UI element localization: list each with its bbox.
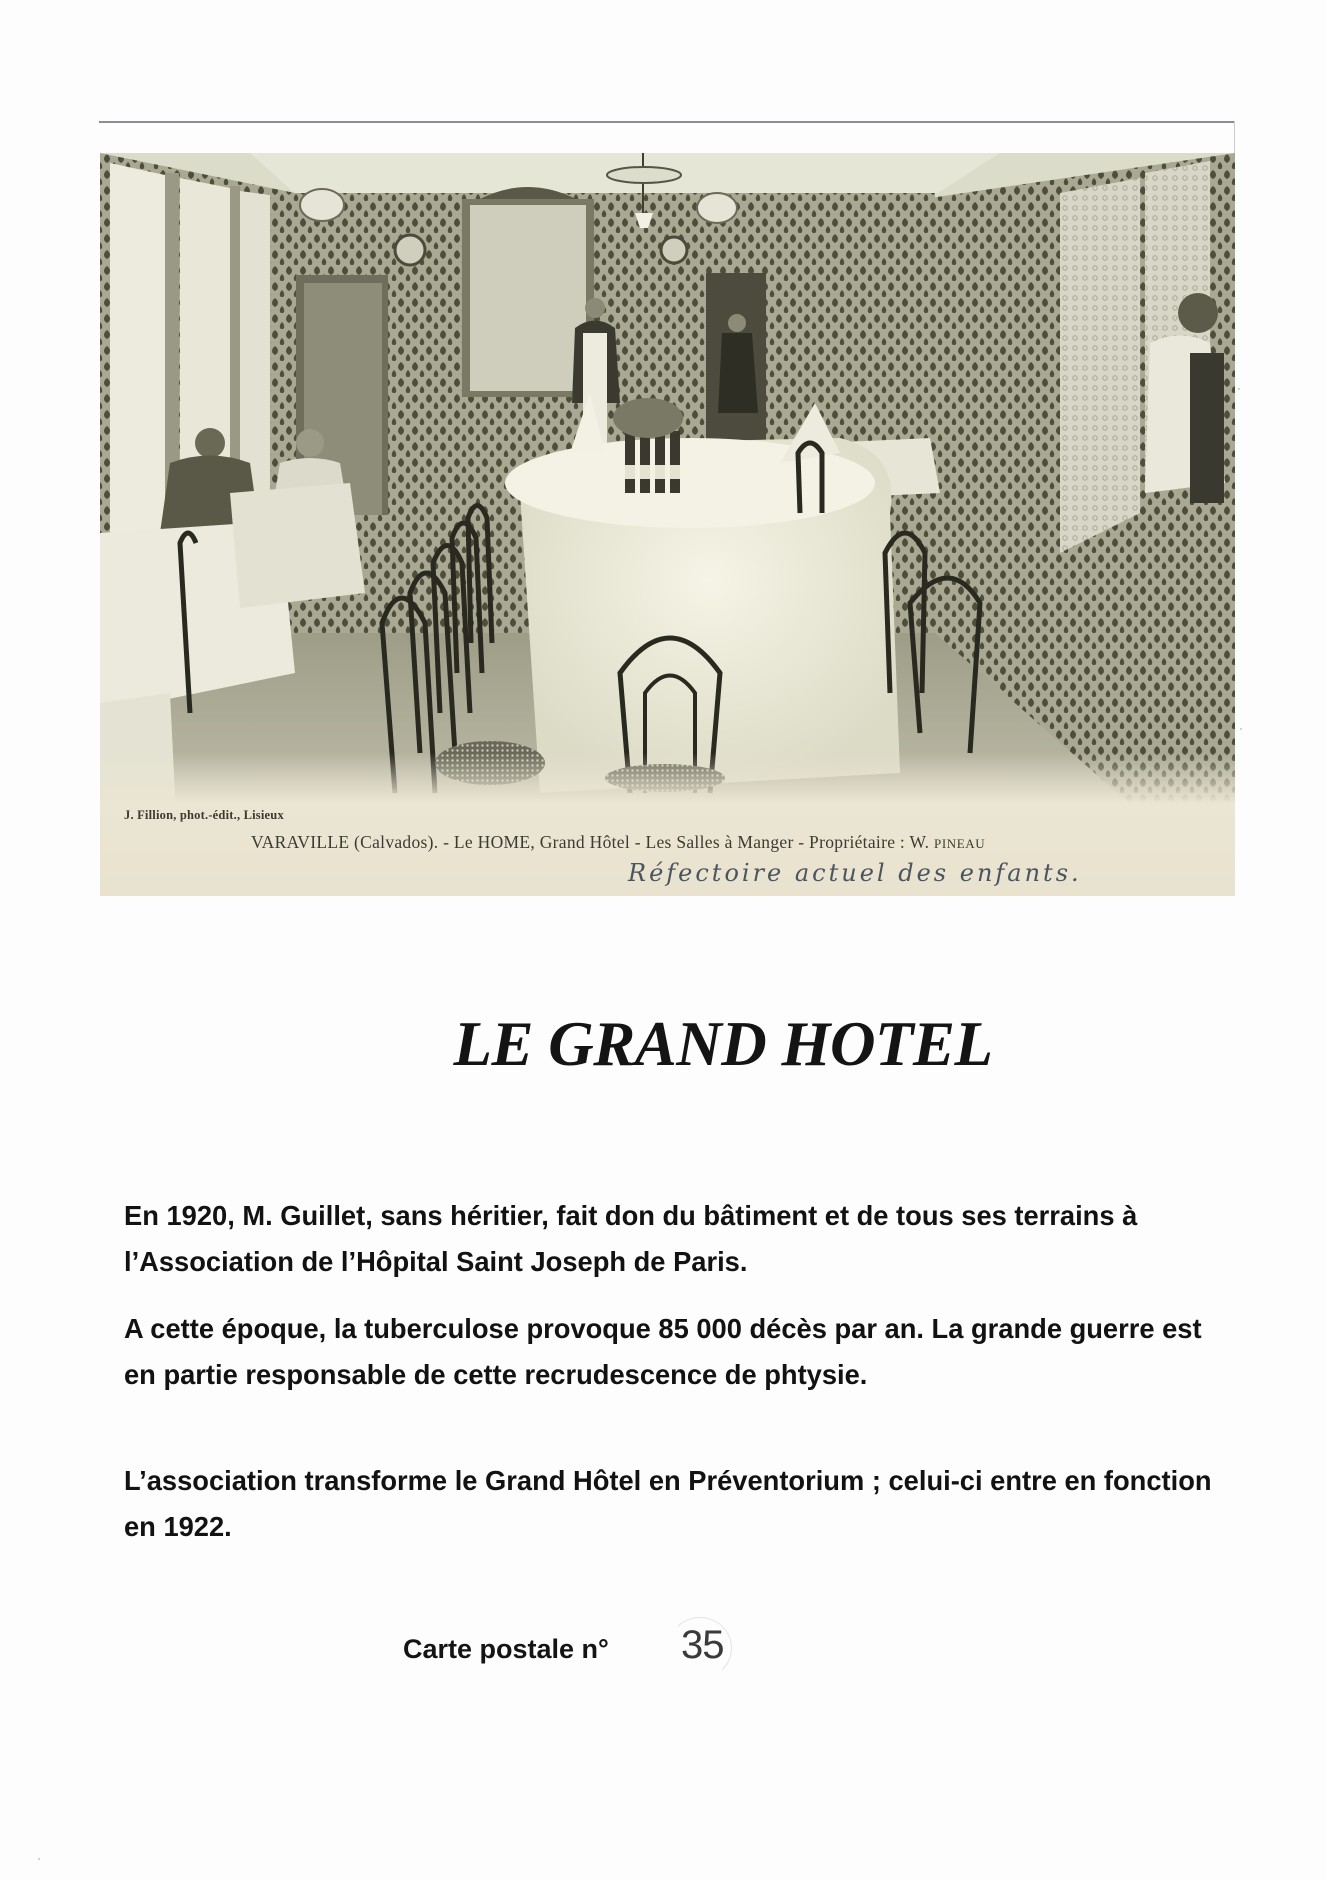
postcard-photo: [100, 153, 1235, 896]
page-title: LE GRAND HOTEL: [453, 1009, 993, 1079]
scan-speck: [1238, 388, 1240, 390]
handwritten-note: Réfectoire actuel des enfants.: [628, 859, 1082, 887]
scan-speck: [1240, 728, 1242, 730]
paragraph-donation: En 1920, M. Guillet, sans héritier, fait don du bâtiment et de tous ses terrains à l’Association de l’Hôpital Saint Joseph de Paris.: [124, 1200, 1138, 1277]
paragraph-preventorium: L’association transforme le Grand Hôtel en Préventorium ; celui-ci entre en fonction en 1922.: [124, 1465, 1212, 1542]
postcard-caption: [251, 832, 985, 854]
page-edge-rule: [1234, 121, 1235, 153]
wall-plate: [300, 189, 344, 221]
caption-owner: PINEAU: [934, 836, 986, 851]
postcard-label: Carte postale n°: [403, 1634, 609, 1664]
postcard-number: 35: [681, 1623, 724, 1667]
photographer-credit: J. Fillion, phot.-édit., Lisieux: [124, 808, 284, 822]
scan-speck: [38, 1858, 40, 1860]
wall-plate: [395, 235, 425, 265]
dining-room-scene: [100, 153, 1235, 896]
paragraph-tuberculosis: A cette époque, la tuberculose provoque 85 000 décès par an. La grande guerre est en partie responsable de cette recrudescence de phtysie.: [124, 1313, 1202, 1390]
banquet-table: [505, 393, 900, 793]
wall-plate: [661, 237, 687, 263]
top-rule: [99, 121, 1235, 123]
wall-plate: [697, 193, 737, 223]
caption-main: VARAVILLE (Calvados). - Le HOME, Grand Hôtel - Les Salles à Manger - Propriétaire : W.: [251, 832, 935, 852]
